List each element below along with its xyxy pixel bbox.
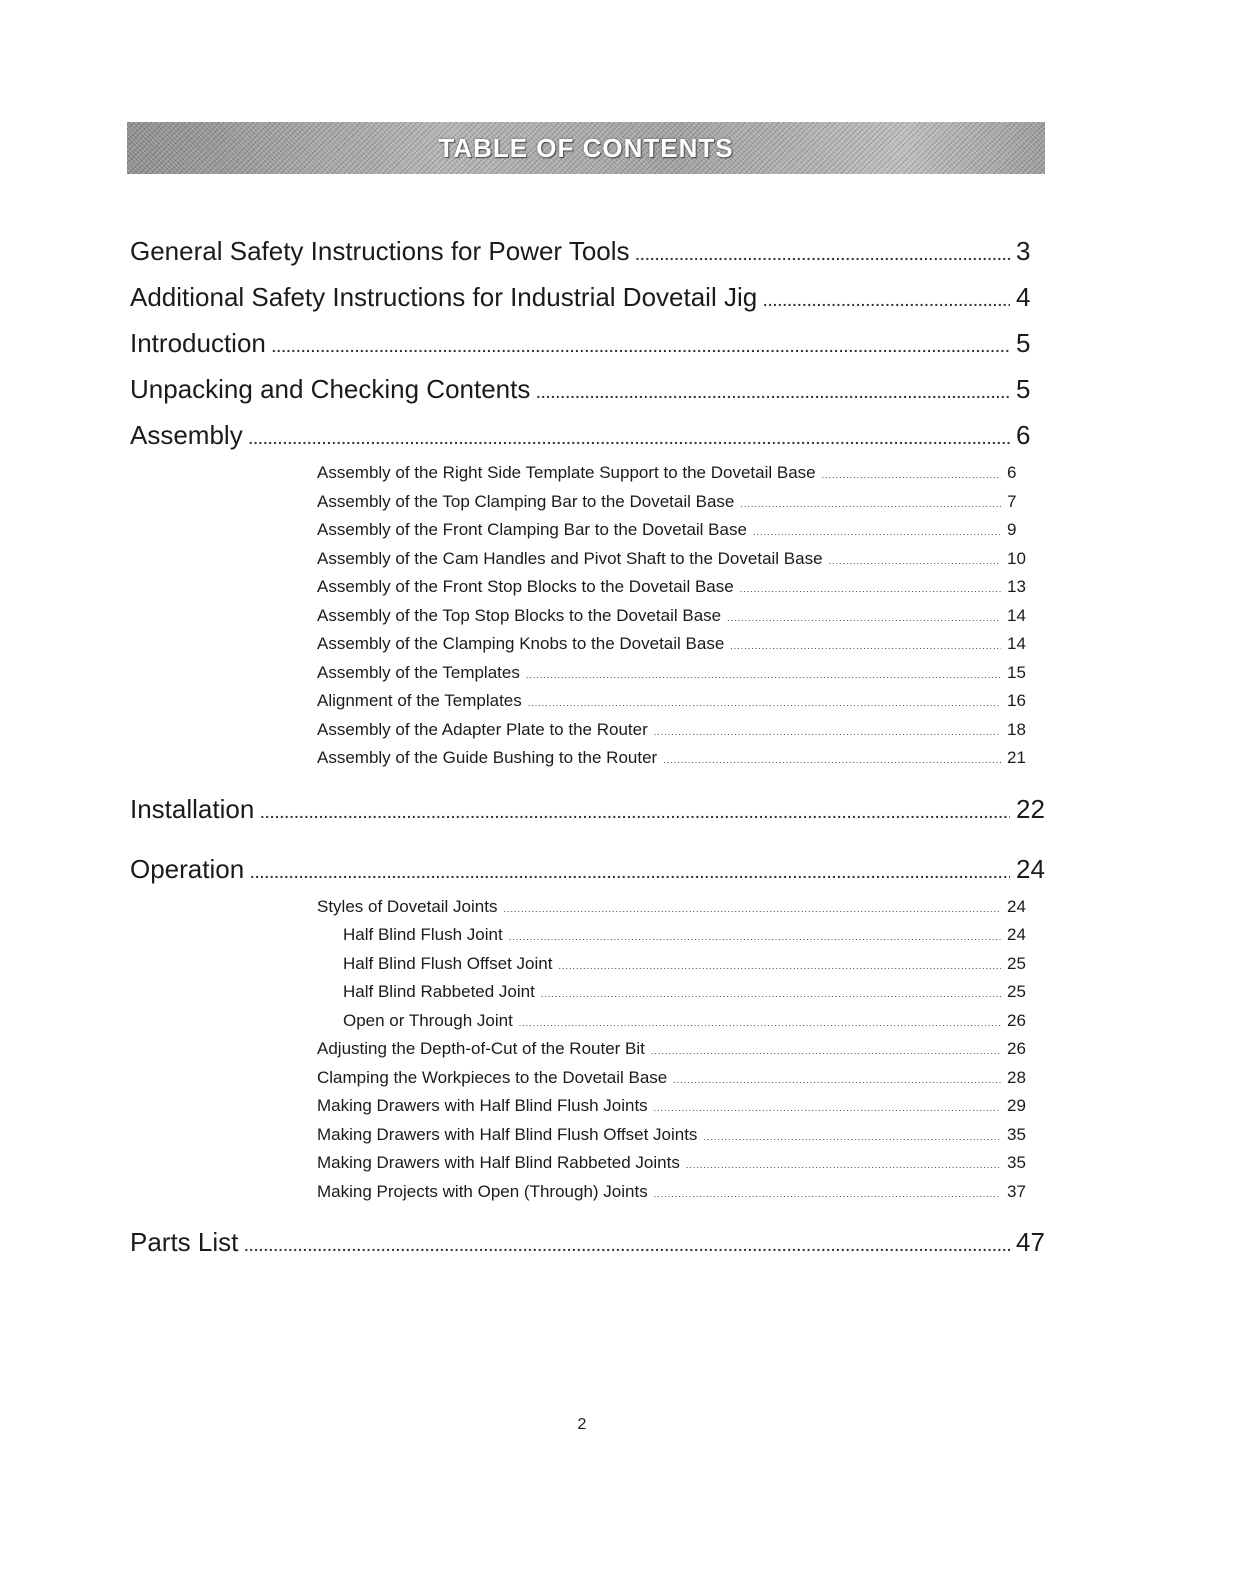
dot-leader <box>536 372 1010 414</box>
toc-subentry-page: 9 <box>1007 520 1017 539</box>
toc-subentry-page: 15 <box>1007 662 1026 682</box>
toc-entry-page: 5 <box>1016 328 1031 358</box>
toc-subentry-label: Assembly of the Top Clamping Bar to the Dovetail Base <box>317 491 735 511</box>
toc-entry-page: 24 <box>1016 853 1045 884</box>
toc-entry-page: 4 <box>1016 282 1031 312</box>
toc-subentry-label: Assembly of the Clamping Knobs to the Dovetail Base <box>317 634 725 653</box>
toc-entry-installation[interactable] <box>130 788 1045 834</box>
toc-subentry-page: 24 <box>1007 896 1026 916</box>
toc-subentry[interactable] <box>317 460 1033 489</box>
toc-subentry-page: 10 <box>1007 548 1026 568</box>
toc-subentry[interactable] <box>317 631 1033 660</box>
dot-leader <box>260 792 1010 834</box>
toc-subentry-page: 29 <box>1007 1096 1026 1115</box>
toc-entry-page: 3 <box>1016 236 1031 266</box>
toc-entry-label: Parts List <box>130 1227 239 1257</box>
toc-entry-general-safety[interactable] <box>130 230 1042 276</box>
dot-leader <box>519 1010 1001 1037</box>
toc-subentry[interactable] <box>317 517 1033 546</box>
toc-subentry-label: Making Projects with Open (Through) Joints <box>317 1181 648 1201</box>
toc-subentry-label: Making Drawers with Half Blind Flush Offset Joints <box>317 1124 698 1144</box>
toc-entry-parts-list[interactable] <box>130 1221 1045 1267</box>
toc-subentry-label: Assembly of the Right Side Template Support to the Dovetail Base <box>317 463 816 482</box>
toc-subentry-page: 14 <box>1007 605 1026 625</box>
toc-subentry-label: Open or Through Joint <box>343 1010 513 1030</box>
toc-entry-label: Introduction <box>130 328 266 358</box>
dot-leader <box>703 1124 1001 1151</box>
toc-subentry-page: 26 <box>1007 1039 1026 1058</box>
dot-leader <box>740 491 1001 518</box>
toc-subentry-label: Clamping the Workpieces to the Dovetail Base <box>317 1067 668 1087</box>
toc-subentry[interactable] <box>317 489 1033 518</box>
toc-subentry[interactable] <box>317 603 1033 632</box>
dot-leader <box>654 1095 1001 1122</box>
toc-subentry-page: 25 <box>1007 953 1026 973</box>
toc-subentry[interactable] <box>317 1150 1033 1179</box>
toc-entry-page: 22 <box>1016 793 1045 824</box>
toc-entry-page: 47 <box>1016 1227 1045 1257</box>
toc-subentry[interactable] <box>317 717 1033 746</box>
dot-leader <box>541 981 1001 1008</box>
toc-subentry-label: Assembly of the Templates <box>317 662 520 682</box>
toc-subentry[interactable] <box>317 574 1033 603</box>
toc-subsubentry[interactable] <box>343 979 1033 1008</box>
toc-subentry-page: 21 <box>1007 748 1026 767</box>
toc-subentry-page: 35 <box>1007 1124 1026 1144</box>
toc-entry-introduction[interactable] <box>130 322 1042 368</box>
toc-subentry-page: 28 <box>1007 1067 1026 1087</box>
dot-leader <box>829 548 1001 575</box>
toc-entry-label: Installation <box>130 793 255 824</box>
toc-entry-page: 6 <box>1016 420 1031 450</box>
toc-subentry-label: Assembly of the Cam Handles and Pivot Shaft to the Dovetail Base <box>317 548 823 568</box>
toc-subentry-label: Making Drawers with Half Blind Flush Joints <box>317 1096 648 1115</box>
toc-subentry-label: Half Blind Flush Offset Joint <box>343 953 553 973</box>
toc-entry-label: General Safety Instructions for Power Tools <box>130 236 630 266</box>
page-number: 2 <box>577 1416 587 1433</box>
toc-subentry[interactable] <box>317 745 1033 774</box>
toc-entry-assembly[interactable] <box>130 414 1042 460</box>
toc-entry-additional-safety[interactable] <box>130 276 1042 322</box>
toc-subentry[interactable] <box>317 660 1033 689</box>
toc-subentry-label: Styles of Dovetail Joints <box>317 896 498 916</box>
toc-entry-label: Assembly <box>130 420 243 450</box>
dot-leader <box>663 747 1001 774</box>
toc-subsubentry[interactable] <box>343 922 1033 951</box>
table-of-contents <box>130 230 1045 1267</box>
toc-entry-label: Additional Safety Instructions for Industrial Dovetail Jig <box>130 282 758 312</box>
toc-subentry-page: 24 <box>1007 925 1026 944</box>
dot-leader <box>651 1038 1001 1065</box>
toc-subentry-label: Assembly of the Adapter Plate to the Router <box>317 719 648 739</box>
toc-subentry[interactable] <box>317 1093 1033 1122</box>
toc-subentry[interactable] <box>317 1122 1033 1151</box>
toc-entry-operation[interactable] <box>130 848 1045 894</box>
dot-leader <box>526 662 1001 689</box>
dot-leader <box>558 953 1001 980</box>
toc-subentry-label: Assembly of the Front Stop Blocks to the Dovetail Base <box>317 577 734 596</box>
dot-leader <box>727 605 1001 632</box>
toc-subentry-label: Half Blind Rabbeted Joint <box>343 982 535 1001</box>
dot-leader <box>509 924 1001 951</box>
toc-subentry[interactable] <box>317 1179 1033 1208</box>
toc-subentry-label: Alignment of the Templates <box>317 691 522 710</box>
dot-leader <box>673 1067 1001 1094</box>
dot-leader <box>528 690 1001 717</box>
toc-subentry[interactable] <box>317 1036 1033 1065</box>
toc-subentry-page: 26 <box>1007 1010 1026 1030</box>
toc-entry-label: Unpacking and Checking Contents <box>130 374 531 404</box>
dot-leader <box>654 719 1001 746</box>
toc-subentry[interactable] <box>317 688 1033 717</box>
toc-subentry-label: Half Blind Flush Joint <box>343 925 503 944</box>
toc-subentry-page: 7 <box>1007 491 1017 511</box>
toc-subentry-page: 25 <box>1007 982 1026 1001</box>
toc-subentry-page: 35 <box>1007 1153 1026 1172</box>
toc-entry-page: 5 <box>1016 374 1031 404</box>
toc-subsubentry[interactable] <box>343 951 1033 980</box>
toc-banner <box>127 122 1045 174</box>
toc-subentry-page: 13 <box>1007 577 1026 596</box>
dot-leader <box>503 896 1001 923</box>
toc-subentry-page: 6 <box>1007 463 1017 482</box>
toc-subentry[interactable] <box>317 894 1033 923</box>
dot-leader <box>272 326 1010 368</box>
dot-leader <box>753 519 1001 546</box>
toc-subentry-page: 16 <box>1007 691 1026 710</box>
dot-leader <box>250 852 1010 894</box>
dot-leader <box>822 462 1001 489</box>
toc-subentry-label: Assembly of the Front Clamping Bar to the Dovetail Base <box>317 520 747 539</box>
assembly-subsections <box>130 460 1042 774</box>
dot-leader <box>249 418 1010 460</box>
dot-leader <box>763 280 1010 322</box>
toc-subentry-page: 18 <box>1007 719 1026 739</box>
dot-leader <box>654 1181 1001 1208</box>
dot-leader <box>244 1225 1010 1267</box>
dot-leader <box>730 633 1001 660</box>
toc-subentry-label: Assembly of the Guide Bushing to the Router <box>317 748 658 767</box>
dot-leader <box>636 234 1010 276</box>
toc-subentry-label: Making Drawers with Half Blind Rabbeted Joints <box>317 1153 680 1172</box>
page-title: TABLE OF CONTENTS <box>438 132 734 163</box>
toc-subentry[interactable] <box>317 1065 1033 1094</box>
toc-subentry-label: Adjusting the Depth-of-Cut of the Router Bit <box>317 1039 645 1058</box>
dot-leader <box>740 576 1001 603</box>
toc-subentry-page: 37 <box>1007 1181 1026 1201</box>
toc-subentry[interactable] <box>317 546 1033 575</box>
toc-subentry-page: 14 <box>1007 634 1026 653</box>
toc-entry-unpacking[interactable] <box>130 368 1042 414</box>
toc-subsubentry[interactable] <box>343 1008 1033 1037</box>
toc-entry-label: Operation <box>130 853 245 884</box>
dot-leader <box>686 1152 1001 1179</box>
toc-subentry-label: Assembly of the Top Stop Blocks to the Dovetail Base <box>317 605 722 625</box>
operation-subsections <box>130 894 1042 1208</box>
